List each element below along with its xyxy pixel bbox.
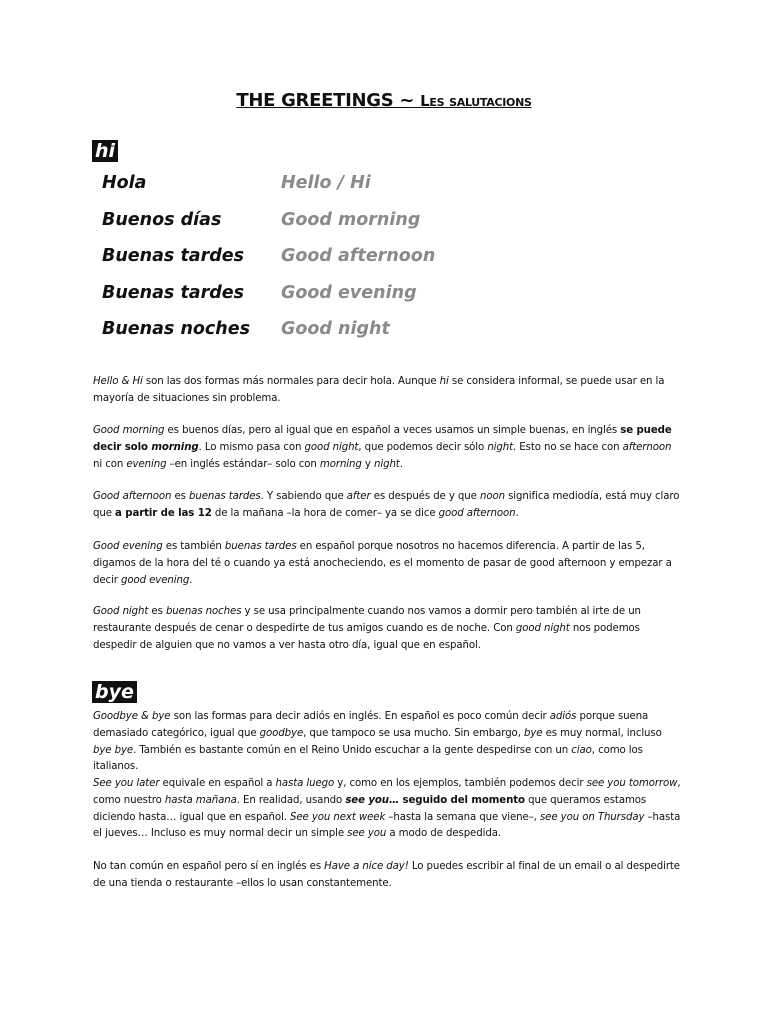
vocab-english: Good morning — [281, 209, 421, 230]
text-run: ni con — [93, 458, 127, 470]
text-run: hi — [439, 376, 449, 387]
text-run: es — [148, 606, 166, 617]
text-run: night — [487, 441, 514, 453]
text-run: Good evening — [93, 541, 163, 552]
text-run: y, como en los ejemplos, también podemos decir — [334, 778, 587, 789]
text-run: son las formas para decir adiós en inglés. En español es poco común decir — [170, 711, 550, 722]
text-run: after — [346, 491, 371, 502]
text-run: es también — [162, 541, 225, 552]
text-run: es — [171, 491, 189, 502]
text-run: see you… — [345, 794, 400, 806]
text-run: en español porque nosotros no hacemos diferencia. A partir de las 5, digamos de la hora del té o cuando ya está anocheciendo, es el momento de pasar de good afternoon y empezar a decir — [93, 541, 672, 586]
vocab-row — [102, 173, 522, 210]
text-run: –en inglés estándar– solo con — [166, 458, 320, 470]
text-run: , que tampoco se usa mucho. Sin embargo, — [303, 727, 524, 739]
text-run: a partir de las 12 — [115, 507, 212, 519]
text-run: bye bye — [93, 744, 134, 756]
text-run: , como los italianos. — [93, 744, 643, 773]
text-run: Good night — [93, 606, 149, 617]
text-run: ciao — [571, 744, 592, 756]
section-badge-bye: bye — [92, 681, 137, 703]
text-run: Goodbye & bye — [93, 711, 171, 722]
paragraph-have-a-nice-day — [93, 859, 683, 893]
text-run: –hasta el jueves… Incluso es muy normal decir un simple — [93, 811, 681, 840]
text-run: . Y sabiendo que — [260, 491, 347, 502]
text-run: . — [399, 458, 403, 470]
text-run: se puede decir solo — [93, 425, 672, 453]
text-run: hasta mañana — [164, 794, 237, 806]
text-run: No tan común en español pero sí en inglés es — [93, 861, 325, 872]
text-run: good afternoon — [438, 507, 516, 519]
text-run: see you on Thursday — [539, 811, 645, 823]
text-run: , que podemos decir sólo — [358, 441, 488, 453]
text-run: significa mediodía, está muy claro que — [93, 491, 680, 519]
text-run: Good morning — [93, 425, 165, 436]
text-run: . En realidad, usando — [236, 794, 346, 806]
text-run: See you later — [93, 778, 160, 789]
text-run: hasta luego — [275, 778, 335, 789]
paragraph-see-you — [93, 776, 683, 843]
vocab-spanish: Buenas tardes — [102, 246, 245, 266]
text-run: y — [361, 458, 374, 470]
text-run: Hello & Hi — [93, 376, 143, 387]
vocab-row — [102, 210, 522, 247]
text-run: bye — [523, 727, 543, 739]
text-run: evening — [126, 458, 167, 470]
vocab-english: Good afternoon — [281, 246, 436, 266]
text-run: equivale en español a — [159, 778, 276, 789]
vocab-english: Good night — [281, 319, 390, 339]
vocab-row — [102, 319, 522, 356]
text-run: adiós — [549, 711, 577, 722]
text-run: son las dos formas más normales para decir hola. Aunque — [142, 376, 440, 387]
text-run: buenas tardes — [188, 491, 261, 502]
text-run: se considera informal, se puede usar en la mayoría de situaciones sin problema. — [93, 376, 665, 404]
text-run: . También es bastante común en el Reino Unido escuchar a la gente despedirse con un — [133, 744, 572, 756]
title-main: THE GREETINGS ~ — [236, 90, 415, 111]
text-run: que queramos estamos diciendo hasta… igual que en español. — [93, 794, 647, 823]
text-run: . — [515, 507, 519, 519]
section-badge-hi: hi — [92, 140, 118, 162]
paragraph-good-morning — [93, 423, 683, 473]
text-run: , como nuestro — [93, 778, 681, 806]
paragraph-goodbye — [93, 709, 683, 776]
text-run: buenas noches — [165, 606, 242, 617]
text-run: Lo puedes escribir al final de un email o al despedirte de una tienda o restaurante –ellos lo usan constantemente. — [93, 861, 680, 889]
text-run: seguido del momento — [399, 794, 525, 806]
vocab-spanish: Buenos días — [102, 209, 222, 230]
text-run: –hasta la semana que viene–, — [385, 811, 540, 823]
text-run: morning — [319, 458, 362, 470]
vocab-table — [102, 173, 522, 356]
text-run: . Esto no se hace con — [513, 441, 623, 453]
text-run: es buenos días, pero al igual que en español a veces usamos un simple buenas, en inglés — [164, 425, 621, 436]
vocab-spanish: Buenas noches — [102, 319, 251, 339]
vocab-english: Hello / Hi — [281, 173, 371, 193]
text-run: . Lo mismo pasa con — [198, 441, 305, 453]
vocab-spanish: Hola — [102, 173, 147, 193]
text-run: morning — [151, 441, 199, 453]
paragraph-good-evening — [93, 539, 683, 589]
text-run: noon — [479, 491, 505, 502]
paragraph-good-afternoon — [93, 489, 683, 523]
text-run: good evening — [121, 574, 190, 586]
text-run: Good afternoon — [93, 491, 172, 502]
text-run: nos podemos despedir de alguien que no vamos a ver hasta otro día, igual que en español. — [93, 622, 640, 651]
page-title — [0, 90, 768, 111]
text-run: es muy normal, incluso — [542, 727, 662, 739]
text-run: Have a nice day! — [324, 861, 409, 872]
vocab-row — [102, 283, 522, 320]
text-run: . — [189, 574, 193, 586]
text-run: night — [373, 458, 400, 470]
text-run: porque suena demasiado categórico, igual que — [93, 711, 649, 739]
text-run: es después de y que — [370, 491, 480, 502]
text-run: de la mañana –la hora de comer– ya se dice — [211, 507, 439, 519]
text-run: see you — [347, 828, 387, 840]
text-run: see you tomorrow — [586, 778, 678, 789]
vocab-spanish: Buenas tardes — [102, 282, 245, 303]
paragraph-hello-hi — [93, 374, 683, 408]
vocab-english: Good evening — [281, 282, 417, 303]
text-run: a modo de despedida. — [386, 828, 501, 840]
text-run: good night — [515, 622, 570, 634]
text-run: afternoon — [622, 441, 672, 453]
vocab-row — [102, 246, 522, 283]
title-sub: Les salutacions — [420, 92, 532, 110]
paragraph-good-night — [93, 604, 683, 654]
text-run: See you next week — [290, 811, 386, 823]
text-run: y se usa principalmente cuando nos vamos a dormir pero también al irte de un restaurante después de cenar o despedirte de tus amigos cuando es de noche. Con — [93, 606, 641, 634]
text-run: goodbye — [259, 727, 304, 739]
text-run: good night — [304, 441, 359, 453]
text-run: buenas tardes — [224, 541, 297, 552]
